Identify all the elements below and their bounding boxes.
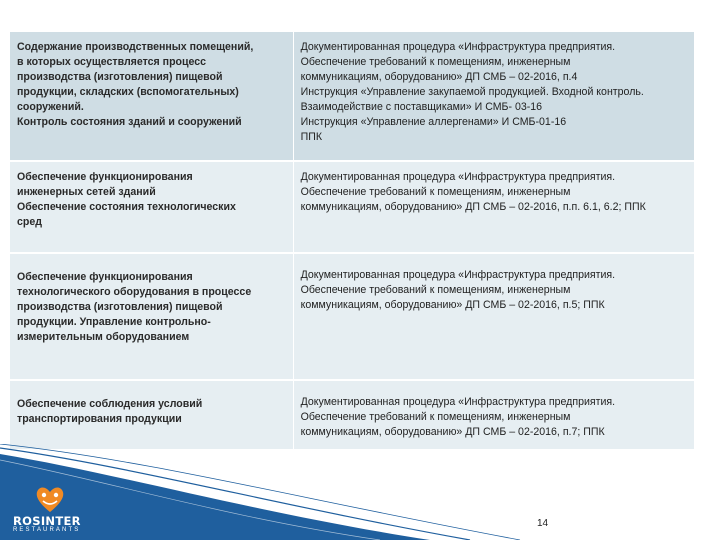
document-cell: Документированная процедура «Инфраструктура предприятия. Обеспечение требований к помещениям, инженерным коммуникациям, оборудованию» ДП СМБ – 02-2016, п.5; ППК — [300, 269, 616, 311]
table-row — [10, 254, 694, 379]
procedures-table — [10, 32, 694, 449]
table-row — [10, 381, 694, 449]
requirement-cell: Обеспечение соблюдения условий транспортирования продукции — [17, 398, 203, 425]
table-row — [10, 162, 694, 252]
brand-name: ROSINTER — [13, 514, 81, 528]
document-cell: Документированная процедура «Инфраструктура предприятия. Обеспечение требований к помещениям, инженерным коммуникациям, оборудованию» ДП СМБ – 02-2016, п.7; ППК — [300, 396, 616, 438]
requirement-cell: Содержание производственных помещений, в которых осуществляется процесс производства (изготовления) пищевой продукции, складских (вспомогательных) сооружений. Контроль состояния зданий и сооружений — [17, 41, 254, 128]
document-cell: Документированная процедура «Инфраструктура предприятия. Обеспечение требований к помещениям, инженерным коммуникациям, оборудованию» ДП СМБ – 02-2016, п.п. 6.1, 6.2; ППК — [300, 171, 646, 213]
requirement-cell: Обеспечение функционирования технологического оборудования в процессе производства (изготовления) пищевой продукции. Управление контрольно- измерительным оборудованием — [17, 271, 252, 343]
page-number: 14 — [537, 518, 549, 529]
brand-subtitle: RESTAURANTS — [13, 527, 81, 533]
requirement-cell: Обеспечение функционирования инженерных сетей зданий Обеспечение состояния технологических сред — [17, 171, 236, 228]
document-cell: Документированная процедура «Инфраструктура предприятия. Обеспечение требований к помещениям, инженерным коммуникациям, оборудованию» ДП СМБ – 02-2016, п.4 Инструкция «Управление закупаемой продукцией. Входной контроль. Взаимодействие с поставщиками» И СМБ- 03-16 Инструкция «Управление аллергенами» И СМБ-01-16 ППК — [300, 41, 644, 143]
footer-wave — [0, 444, 720, 540]
table-row — [10, 32, 694, 160]
